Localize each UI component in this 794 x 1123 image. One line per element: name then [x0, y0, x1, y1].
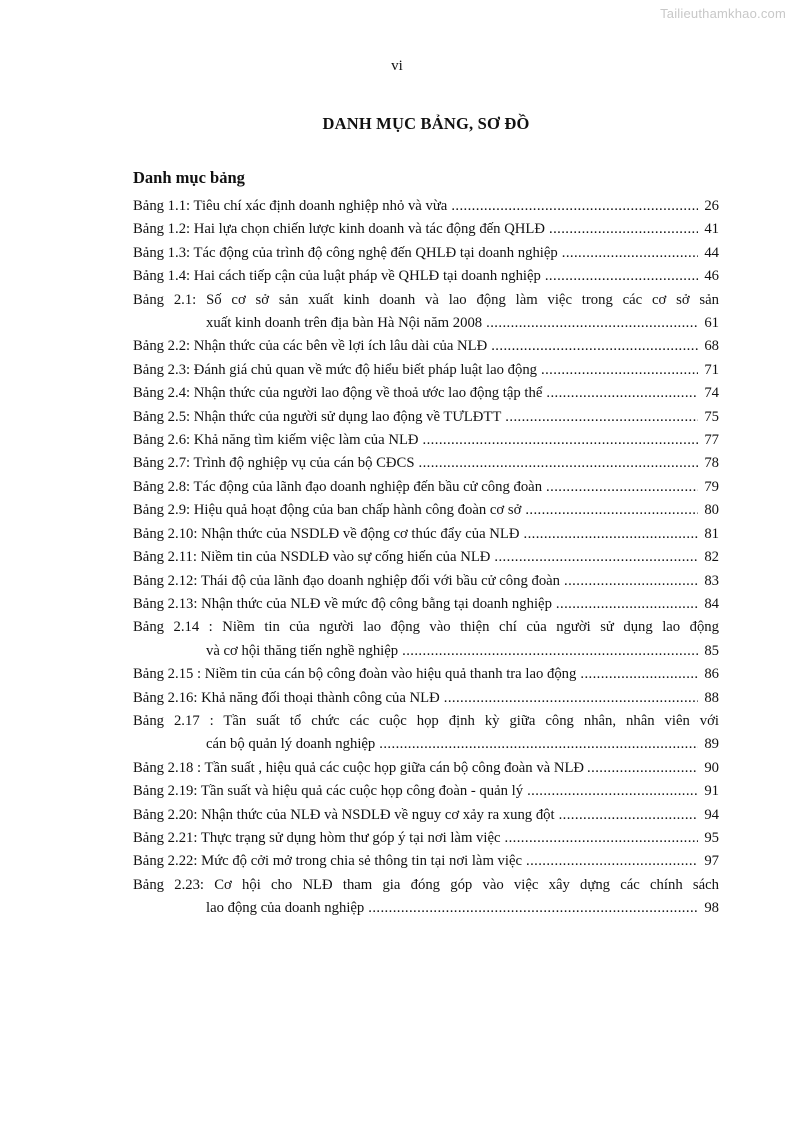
- toc-item: [133, 359, 719, 382]
- toc-entry-title-line: Bảng 2.17 : Tần suất tổ chức các cuộc họp định kỳ giữa công nhân, nhân viên với: [133, 712, 719, 729]
- toc-entry: [133, 523, 719, 546]
- toc-entry-title: Bảng 1.4: Hai cách tiếp cận của luật pháp về QHLĐ tại doanh nghiệp: [133, 268, 541, 285]
- toc-entry: [133, 242, 719, 265]
- toc-item: [133, 499, 719, 522]
- toc-entry: [133, 499, 719, 522]
- dot-leader: [562, 242, 698, 265]
- toc-entry: [133, 640, 719, 663]
- toc-entry-title: Bảng 2.21: Thực trạng sử dụng hòm thư góp ý tại nơi làm việc: [133, 829, 501, 846]
- toc-entry-title-line: Bảng 2.14 : Niềm tin của người lao động vào thiện chí của người sử dụng lao động: [133, 619, 719, 636]
- toc-entry: [133, 546, 719, 569]
- toc-entry-title: Bảng 2.5: Nhận thức của người sử dụng lao động về TƯLĐTT: [133, 408, 502, 425]
- toc-entry-title: Bảng 2.8: Tác động của lãnh đạo doanh nghiệp đến bầu cử công đoàn: [133, 478, 543, 495]
- toc-entry-page: 98: [704, 900, 719, 917]
- toc-entry-page: 26: [704, 198, 719, 214]
- toc-entry-page: 97: [704, 853, 719, 870]
- toc-entry-page: 44: [704, 244, 719, 261]
- toc-entry-title: Bảng 2.10: Nhận thức của NSDLĐ về động cơ thúc đẩy của NLĐ: [133, 525, 520, 542]
- toc-item: [133, 429, 719, 452]
- dot-leader: [379, 733, 698, 756]
- toc-entry-title: Bảng 2.20: Nhận thức của NLĐ và NSDLĐ về nguy cơ xảy ra xung đột: [133, 806, 555, 823]
- toc-item: [133, 335, 719, 358]
- toc-entry-title: Bảng 2.7: Trình độ nghiệp vụ của cán bộ CĐCS: [133, 455, 415, 472]
- toc-entry-title: Bảng 2.19: Tần suất và hiệu quả các cuộc họp công đoàn - quản lý: [133, 783, 524, 800]
- dot-leader: [505, 406, 698, 429]
- toc-entry-title: Bảng 2.16: Khả năng đối thoại thành công của NLĐ: [133, 689, 440, 706]
- toc-entry-page: 82: [704, 549, 719, 566]
- toc-item: [133, 406, 719, 429]
- toc-entry: [133, 476, 719, 499]
- toc-entry-page: 95: [704, 829, 719, 846]
- toc-entry-title: Bảng 2.6: Khả năng tìm kiếm việc làm của NLĐ: [133, 432, 419, 449]
- toc-item: [133, 874, 719, 921]
- dot-leader: [527, 780, 698, 803]
- toc-entry: [133, 265, 719, 288]
- toc-entry-title-line: Bảng 2.1: Số cơ sở sản xuất kinh doanh và lao động làm việc trong các cơ sở sản: [133, 291, 719, 308]
- toc-entry-page: 88: [704, 689, 719, 706]
- toc-entry-title: Bảng 1.3: Tác động của trình độ công nghệ đến QHLĐ tại doanh nghiệp: [133, 244, 558, 261]
- toc-entry: [133, 218, 719, 241]
- toc-entry-page: 94: [704, 806, 719, 823]
- toc-entry-page: 71: [704, 361, 719, 378]
- toc-item: [133, 593, 719, 616]
- dot-leader: [546, 382, 698, 405]
- toc-entry: [133, 780, 719, 803]
- page-number: vi: [391, 58, 403, 74]
- dot-leader: [526, 850, 698, 873]
- toc-item: [133, 827, 719, 850]
- toc-entry-page: 75: [704, 408, 719, 425]
- toc-entry-page: 90: [704, 759, 719, 776]
- toc-entry-page: 85: [704, 642, 719, 659]
- toc-entry-page: 77: [704, 432, 719, 449]
- toc-entry: [133, 827, 719, 850]
- dot-leader: [524, 523, 699, 546]
- dot-leader: [444, 687, 698, 710]
- toc-item: [133, 757, 719, 780]
- dot-leader: [505, 827, 698, 850]
- toc-entry-title: Bảng 2.9: Hiệu quả hoạt động của ban chấp hành công đoàn cơ sở: [133, 502, 522, 519]
- toc-entry: [133, 359, 719, 382]
- toc-entry-page: 81: [704, 525, 719, 542]
- toc-entry-page: 74: [704, 385, 719, 402]
- toc-entry-title: Bảng 2.2: Nhận thức của các bên về lợi ích lâu dài của NLĐ: [133, 338, 488, 355]
- toc-item: [133, 710, 719, 757]
- toc-entry-title: xuất kinh doanh trên địa bàn Hà Nội năm 2008: [206, 315, 483, 332]
- toc-entry: [133, 757, 719, 780]
- dot-leader: [559, 804, 698, 827]
- toc-entry-page: 61: [704, 315, 719, 332]
- section-heading: Danh mục bảng: [133, 168, 245, 187]
- toc-entry: [133, 687, 719, 710]
- dot-leader: [494, 546, 698, 569]
- toc-entry-title: Bảng 2.13: Nhận thức của NLĐ về mức độ công bằng tại doanh nghiệp: [133, 595, 552, 612]
- toc-entry: [133, 804, 719, 827]
- toc-entry: [133, 570, 719, 593]
- toc-entry: [133, 429, 719, 452]
- dot-leader: [419, 452, 698, 475]
- dot-leader: [564, 570, 698, 593]
- toc-entry: [133, 406, 719, 429]
- toc-entry-title-line: Bảng 2.23: Cơ hội cho NLĐ tham gia đóng góp vào việc xây dựng các chính sách: [133, 876, 719, 893]
- page-title: DANH MỤC BẢNG, SƠ ĐỒ: [322, 114, 530, 133]
- toc-entry-title: Bảng 1.1: Tiêu chí xác định doanh nghiệp nhỏ và vừa: [133, 198, 448, 214]
- dot-leader: [546, 476, 698, 499]
- toc-entry: [133, 593, 719, 616]
- toc-item: [133, 616, 719, 663]
- toc-entry-page: 41: [704, 221, 719, 238]
- toc-item: [133, 663, 719, 686]
- toc-item: [133, 546, 719, 569]
- toc-item: [133, 289, 719, 336]
- toc-item: [133, 850, 719, 873]
- toc-entry-title: Bảng 2.22: Mức độ cởi mở trong chia sẻ thông tin tại nơi làm việc: [133, 853, 522, 870]
- toc-entry-title: Bảng 2.11: Niềm tin của NSDLĐ vào sự cống hiến của NLĐ: [133, 549, 491, 566]
- toc-item: [133, 195, 719, 218]
- toc-entry: [133, 897, 719, 920]
- toc-entry: [133, 850, 719, 873]
- dot-leader: [525, 499, 698, 522]
- toc-item: [133, 476, 719, 499]
- toc-item: [133, 382, 719, 405]
- toc-entry-title: Bảng 2.3: Đánh giá chủ quan về mức độ hiểu biết pháp luật lao động: [133, 361, 538, 378]
- toc-entry-title: và cơ hội thăng tiến nghề nghiệp: [206, 642, 399, 659]
- dot-leader: [556, 593, 698, 616]
- toc-item: [133, 265, 719, 288]
- toc-entry-page: 89: [704, 736, 719, 753]
- toc-entry-page: 86: [704, 666, 719, 683]
- toc-item: [133, 452, 719, 475]
- dot-leader: [549, 218, 698, 241]
- toc-entry-title: Bảng 2.15 : Niềm tin của cán bộ công đoàn vào hiệu quả thanh tra lao động: [133, 666, 577, 683]
- dot-leader: [423, 429, 698, 452]
- toc-entry-page: 91: [704, 783, 719, 800]
- toc-entry-title: cán bộ quản lý doanh nghiệp: [206, 736, 376, 753]
- toc-entry-title: lao động của doanh nghiệp: [206, 900, 365, 917]
- toc-item: [133, 804, 719, 827]
- toc-entry: [133, 733, 719, 756]
- toc-entry-page: 84: [704, 595, 719, 612]
- toc-entry: [133, 312, 719, 335]
- toc-entry-title: Bảng 2.18 : Tần suất , hiệu quả các cuộc họp giữa cán bộ công đoàn và NLĐ: [133, 759, 585, 776]
- toc-entry: [133, 452, 719, 475]
- toc-entry-page: 68: [704, 338, 719, 355]
- toc-item: [133, 780, 719, 803]
- toc-item: [133, 570, 719, 593]
- toc-entry-title: Bảng 2.4: Nhận thức của người lao động về thoả ước lao động tập thể: [133, 385, 543, 402]
- toc-entry-page: 80: [704, 502, 719, 519]
- toc-entry-page: 78: [704, 455, 719, 472]
- watermark: Tailieuthamkhao.com: [660, 6, 786, 21]
- toc-item: [133, 242, 719, 265]
- dot-leader: [545, 265, 698, 288]
- dot-leader: [541, 359, 698, 382]
- toc-entry: [133, 663, 719, 686]
- toc-entry: [133, 382, 719, 405]
- dot-leader: [580, 663, 698, 686]
- dot-leader: [587, 757, 698, 780]
- toc-entry-page: 46: [704, 268, 719, 285]
- toc-item: [133, 218, 719, 241]
- dot-leader: [491, 335, 698, 358]
- dot-leader: [368, 897, 698, 920]
- toc-entry: [133, 195, 719, 218]
- toc-item: [133, 523, 719, 546]
- toc-entry-page: 79: [704, 478, 719, 495]
- toc-entry: [133, 335, 719, 358]
- toc-entry-title: Bảng 2.12: Thái độ của lãnh đạo doanh nghiệp đối với bầu cử công đoàn: [133, 572, 561, 589]
- dot-leader: [402, 640, 698, 663]
- toc-entry-page: 83: [704, 572, 719, 589]
- dot-leader: [486, 312, 698, 335]
- dot-leader: [451, 195, 698, 218]
- table-list: [133, 195, 719, 921]
- toc-entry-title: Bảng 1.2: Hai lựa chọn chiến lược kinh doanh và tác động đến QHLĐ: [133, 221, 545, 238]
- toc-item: [133, 687, 719, 710]
